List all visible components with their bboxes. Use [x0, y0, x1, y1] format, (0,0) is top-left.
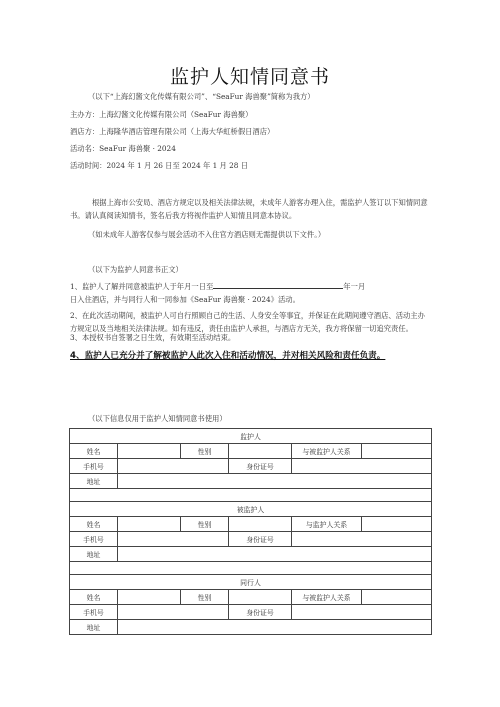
relation-cell[interactable]	[362, 517, 432, 532]
clause-1-first-line	[70, 281, 365, 292]
address-cell[interactable]	[118, 620, 432, 635]
clause-1-text-a: 1、监护人了解并同意被监护人于年月一日至	[70, 282, 214, 291]
organizer-line: 主办方：上海幻酱文化传媒有限公司（SeaFur 海兽聚）	[70, 110, 253, 119]
relation-label: 与被监护人关系	[292, 444, 362, 459]
phone-cell[interactable]	[118, 532, 229, 547]
date-blank[interactable]	[213, 281, 343, 289]
address-cell[interactable]	[118, 474, 432, 489]
event-name-line: 活动名：SeaFur 海兽聚 · 2024	[70, 144, 176, 153]
name-label: 姓名	[70, 517, 118, 532]
document-title: 监护人知情同意书	[169, 66, 330, 88]
name-cell[interactable]	[118, 590, 181, 605]
gender-cell[interactable]	[229, 590, 292, 605]
address-label: 地址	[70, 547, 118, 562]
gender-cell[interactable]	[229, 444, 292, 459]
id-label: 身份证号	[229, 459, 292, 474]
phone-cell[interactable]	[118, 605, 229, 620]
id-label: 身份证号	[229, 532, 292, 547]
section-title-companion: 同行人	[70, 575, 432, 590]
event-time-line: 活动时间：2024 年 1 月 26 日至 2024 年 1 月 28 日	[70, 161, 249, 170]
clause-1-second-line: 日入住酒店，并与同行人和一同参加《SeaFur 海兽聚 · 2024》活动。	[70, 295, 300, 304]
relation-label: 与监护人关系	[292, 517, 362, 532]
gender-cell[interactable]	[229, 517, 292, 532]
hotel-line: 酒店方：上海隆华酒店管理有限公司（上海大华虹桥假日酒店）	[70, 127, 275, 136]
section-title-ward: 被监护人	[70, 502, 432, 517]
id-cell[interactable]	[292, 605, 432, 620]
spacer-row	[70, 562, 432, 575]
gender-label: 性别	[181, 444, 229, 459]
id-label: 身份证号	[229, 605, 292, 620]
clause-4: 4、监护人已充分并了解被监护人此次入住和活动情况，并对相关风险和责任负责。	[70, 351, 386, 361]
phone-label: 手机号	[70, 532, 118, 547]
clause-1-text-b: 年一月	[343, 282, 366, 291]
spacer-row	[70, 489, 432, 502]
id-cell[interactable]	[292, 532, 432, 547]
gender-label: 性别	[181, 517, 229, 532]
preamble-paragraph: 根据上海市公安局、酒店方规定以及相关法律法规，未成年人游客办理入住，需监护人签订以下知情同意书。请认真阅读知情书，签名后我方将视作监护人知情且同意本协议。	[70, 198, 428, 220]
address-label: 地址	[70, 620, 118, 635]
relation-label: 与被监护人关系	[292, 590, 362, 605]
relation-cell[interactable]	[362, 590, 432, 605]
name-cell[interactable]	[118, 444, 181, 459]
body-heading: （以下为监护人同意书正文）	[88, 265, 183, 274]
name-label: 姓名	[70, 590, 118, 605]
clause-3: 3、本授权书自签署之日生效，有效期至活动结束。	[70, 333, 236, 342]
id-cell[interactable]	[292, 459, 432, 474]
section-title-guardian: 监护人	[70, 429, 432, 444]
intro-note: （以下“上海幻酱文化传媒有限公司”、“SeaFur 海兽聚”简称为我方）	[88, 92, 315, 101]
preamble-note: （如未成年人游客仅参与展会活动不入住官方酒店则无需提供以下文件。）	[88, 230, 326, 239]
address-cell[interactable]	[118, 547, 432, 562]
name-cell[interactable]	[118, 517, 181, 532]
info-table	[69, 428, 432, 635]
phone-cell[interactable]	[118, 459, 229, 474]
phone-label: 手机号	[70, 605, 118, 620]
clause-2: 2、在此次活动期间，被监护人可自行照顾自己的生活、人身安全等事宜，并保证在此期间遵守酒店、活动主办方规定以及当地相关法律法规。如有违反，责任由监护人承担，与酒店方无关，我方将保留一切追究责任。	[70, 311, 425, 333]
table-note: （以下信息仅用于监护人知情同意书使用）	[88, 414, 227, 423]
address-label: 地址	[70, 474, 118, 489]
phone-label: 手机号	[70, 459, 118, 474]
name-label: 姓名	[70, 444, 118, 459]
gender-label: 性别	[181, 590, 229, 605]
relation-cell[interactable]	[362, 444, 432, 459]
